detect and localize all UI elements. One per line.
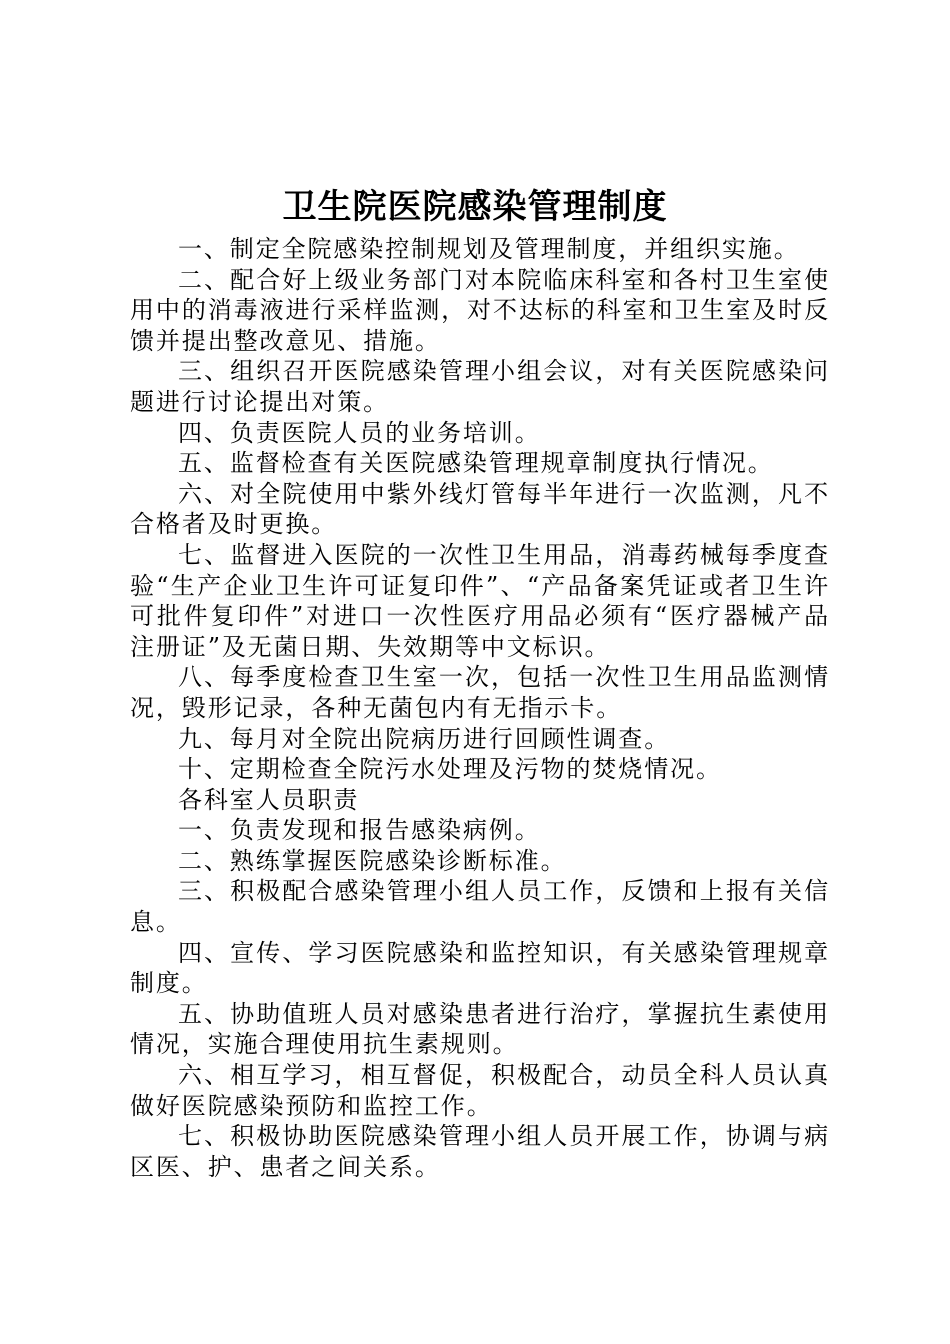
paragraph: 六、相互学习，相互督促，积极配合，动员全科人员认真做好医院感染预防和监控工作。	[130, 1061, 830, 1120]
paragraph: 四、负责医院人员的业务培训。	[178, 418, 541, 447]
paragraph: 二、熟练掌握医院感染诊断标准。	[178, 846, 567, 875]
paragraph: 三、组织召开医院感染管理小组会议，对有关医院感染问题进行讨论提出对策。	[130, 357, 830, 416]
paragraph: 九、每月对全院出院病历进行回顾性调查。	[178, 724, 671, 753]
paragraph: 八、每季度检查卫生室一次，包括一次性卫生用品监测情况，毁形记录，各种无菌包内有无指示卡。	[130, 663, 830, 722]
paragraph: 一、负责发现和报告感染病例。	[178, 816, 541, 845]
paragraph: 十、定期检查全院污水处理及污物的焚烧情况。	[178, 755, 722, 784]
paragraph: 四、宣传、学习医院感染和监控知识，有关感染管理规章制度。	[130, 938, 830, 998]
document-body	[130, 234, 830, 1182]
paragraph: 七、监督进入医院的一次性卫生用品，消毒药械每季度查验“生产企业卫生许可证复印件”、“产品备案凭证或者卫生许可批件复印件”对进口一次性医疗用品必须有“医疗器械产品注册证”及无菌日期、失效期等中文标识。	[130, 540, 830, 661]
paragraph: 七、积极协助医院感染管理小组人员开展工作，协调与病区医、护、患者之间关系。	[130, 1122, 830, 1181]
paragraph: 二、配合好上级业务部门对本院临床科室和各村卫生室使用中的消毒液进行采样监测，对不达标的科室和卫生室及时反馈并提出整改意见、措施。	[130, 265, 830, 355]
paragraph: 五、协助值班人员对感染患者进行治疗，掌握抗生素使用情况，实施合理使用抗生素规则。	[130, 999, 830, 1059]
section-heading: 各科室人员职责	[178, 785, 360, 814]
paragraph: 一、制定全院感染控制规划及管理制度，并组织实施。	[178, 235, 800, 263]
paragraph: 三、积极配合感染管理小组人员工作，反馈和上报有关信息。	[130, 877, 830, 937]
paragraph: 六、对全院使用中紫外线灯管每半年进行一次监测，凡不合格者及时更换。	[130, 479, 830, 539]
document-title: 卫生院医院感染管理制度	[282, 187, 668, 227]
paragraph: 五、监督检查有关医院感染管理规章制度执行情况。	[178, 449, 774, 478]
